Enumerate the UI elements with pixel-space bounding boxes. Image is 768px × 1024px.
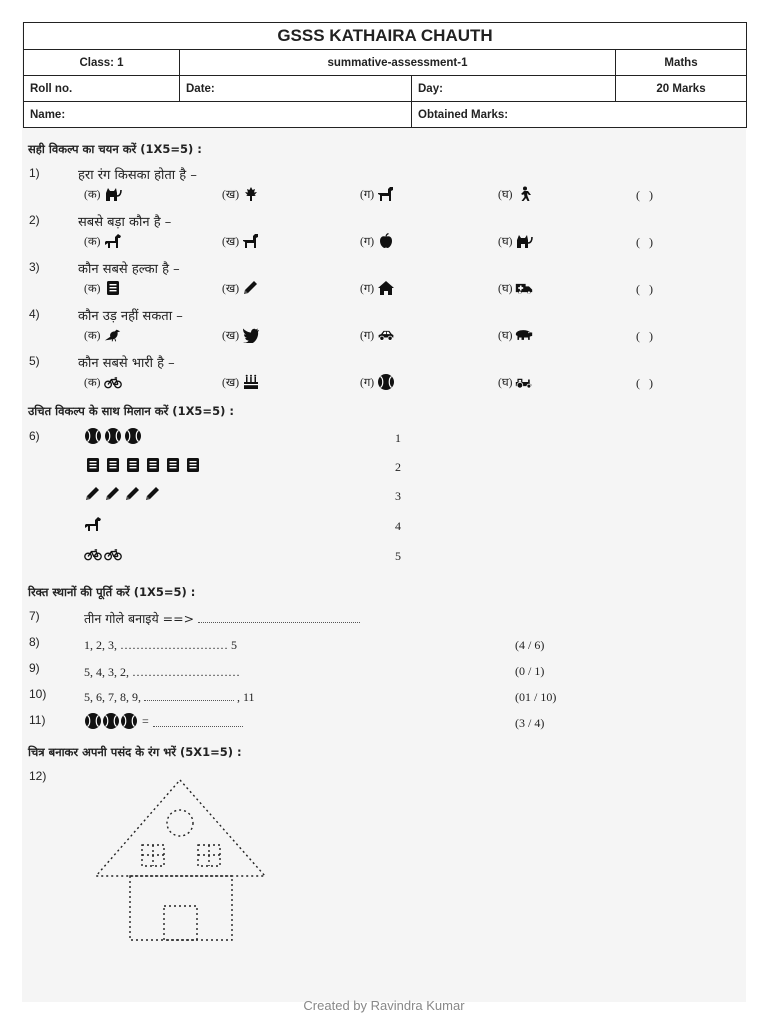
answer-box[interactable]: ( ): [636, 235, 653, 249]
question-7-row: [84, 610, 360, 627]
match-item-left[interactable]: [84, 457, 202, 473]
option-3[interactable]: [360, 374, 395, 390]
question-9-text: 5, 4, 3, 2, ………………………: [84, 665, 240, 679]
question-5-text: कौन सबसे भारी है –: [78, 356, 175, 371]
answer-box[interactable]: ( ): [636, 376, 653, 390]
question-11-text: =: [142, 713, 149, 728]
total-marks-cell: 20 Marks: [615, 76, 746, 101]
option-3[interactable]: [360, 233, 395, 249]
dotted-house-drawing[interactable]: [90, 775, 275, 945]
ball-icon: [102, 713, 120, 729]
question-6-number: 6): [29, 429, 40, 443]
option-label: (क): [84, 235, 101, 248]
dog-icon: [377, 186, 395, 202]
question-4-text: कौन उड़ नहीं सकता –: [78, 309, 183, 324]
option-label: (घ): [498, 282, 513, 295]
option-label: (ग): [360, 282, 375, 295]
section-4-heading: चित्र बनाकर अपनी पसंद के रंग भरें (5X1=5) :: [28, 745, 242, 759]
answer-box[interactable]: ( ): [636, 188, 653, 202]
option-2[interactable]: [222, 327, 260, 343]
house-body: [130, 876, 232, 940]
class-cell: Class: 1: [79, 56, 124, 69]
house-icon: [377, 280, 395, 296]
date-cell: Date:: [179, 76, 411, 101]
pencil-icon: [242, 280, 260, 296]
question-7-text: तीन गोले बनाइये ==>: [84, 611, 195, 626]
option-4[interactable]: [498, 374, 533, 390]
pencil-icon: [144, 486, 162, 502]
option-4[interactable]: [498, 280, 533, 296]
match-item-number[interactable]: 5: [395, 549, 401, 563]
bird-icon: [242, 327, 260, 343]
ball-icon: [124, 428, 142, 444]
section-2-heading: उचित विकल्प के साथ मिलान करें (1X5=5) :: [28, 404, 234, 418]
name-cell: Name:: [30, 108, 66, 121]
option-4[interactable]: [498, 186, 533, 202]
dog-icon: [242, 233, 260, 249]
option-label: (घ): [498, 376, 513, 389]
match-item-left[interactable]: [84, 428, 142, 444]
header-table: [23, 22, 747, 128]
subject-cell: Maths: [615, 50, 746, 75]
cake-icon: [242, 374, 260, 390]
question-9-number: 9): [29, 661, 40, 675]
option-label: (ग): [360, 235, 375, 248]
question-3-number: 3): [29, 260, 40, 274]
match-item-number[interactable]: 4: [395, 519, 401, 533]
house-door: [164, 906, 197, 940]
pencil-icon: [84, 486, 102, 502]
option-1[interactable]: [84, 327, 122, 343]
option-label: (ख): [222, 376, 240, 389]
obtained-marks-cell: Obtained Marks:: [411, 102, 746, 127]
horse-icon: [84, 516, 102, 532]
school-name: GSSS KATHAIRA CHAUTH: [277, 26, 493, 45]
book-icon: [124, 457, 142, 473]
question-10-hint: (01 / 10): [515, 690, 557, 704]
ball-icon: [84, 713, 102, 729]
question-3-text: कौन सबसे हल्का है –: [78, 262, 180, 277]
hippo-icon: [515, 327, 533, 343]
exam-cell: summative-assessment-1: [179, 50, 615, 75]
option-4[interactable]: [498, 327, 533, 343]
option-3[interactable]: [360, 327, 395, 343]
section-1-heading: सही विकल्प का चयन करें (1X5=5) :: [28, 142, 202, 156]
option-1[interactable]: [84, 280, 122, 296]
question-10-number: 10): [29, 687, 47, 701]
question-7-number: 7): [29, 609, 40, 623]
question-8-hint: (4 / 6): [515, 638, 545, 652]
option-label: (ख): [222, 282, 240, 295]
option-label: (ग): [360, 376, 375, 389]
question-5-number: 5): [29, 354, 40, 368]
ball-icon: [84, 428, 102, 444]
option-label: (क): [84, 188, 101, 201]
book-icon: [104, 457, 122, 473]
bicycle-icon: [104, 374, 122, 390]
tractor-icon: [515, 374, 533, 390]
ball-icon: [104, 428, 122, 444]
option-label: (क): [84, 376, 101, 389]
option-label: (घ): [498, 329, 513, 342]
question-8-text: 1, 2, 3, ……………………… 5: [84, 638, 237, 652]
crow-icon: [104, 327, 122, 343]
option-label: (घ): [498, 188, 513, 201]
option-label: (ख): [222, 329, 240, 342]
day-cell: Day:: [411, 76, 615, 101]
option-4[interactable]: [498, 233, 533, 249]
match-item-left[interactable]: [84, 486, 162, 502]
option-3[interactable]: [360, 186, 395, 202]
option-1[interactable]: [84, 186, 122, 202]
cat-icon: [104, 186, 122, 202]
leaf-icon: [242, 186, 260, 202]
option-label: (ख): [222, 235, 240, 248]
question-10-row: [84, 690, 255, 705]
book-icon: [184, 457, 202, 473]
option-1[interactable]: [84, 374, 122, 390]
answer-box[interactable]: ( ): [636, 329, 653, 343]
pencil-icon: [104, 486, 122, 502]
answer-blank[interactable]: [198, 612, 360, 623]
option-2[interactable]: [222, 374, 260, 390]
book-icon: [164, 457, 182, 473]
option-3[interactable]: [360, 280, 395, 296]
answer-blank[interactable]: [144, 690, 234, 701]
book-icon: [84, 457, 102, 473]
option-2[interactable]: [222, 186, 260, 202]
match-item-left[interactable]: [84, 516, 102, 532]
apple-icon: [377, 233, 395, 249]
question-4-number: 4): [29, 307, 40, 321]
option-label: (क): [84, 329, 101, 342]
match-item-number[interactable]: 3: [395, 489, 401, 503]
runner-icon: [515, 186, 533, 202]
question-10-suffix: , 11: [237, 690, 255, 704]
answer-blank[interactable]: [153, 716, 243, 727]
option-2[interactable]: [222, 280, 260, 296]
pencil-icon: [124, 486, 142, 502]
book-icon: [104, 280, 122, 296]
roof-window-circle: [167, 810, 193, 836]
ambulance-icon: [515, 280, 533, 296]
bicycle-icon: [84, 546, 102, 562]
question-11-row: [84, 713, 243, 729]
house-roof: [96, 780, 265, 876]
option-2[interactable]: [222, 233, 260, 249]
option-1[interactable]: [84, 233, 122, 249]
roll-no-cell: Roll no.: [30, 82, 73, 95]
cat-icon: [515, 233, 533, 249]
match-item-number[interactable]: 1: [395, 431, 401, 445]
ball-icon: [120, 713, 138, 729]
question-1-number: 1): [29, 166, 40, 180]
question-2-text: सबसे बड़ा कौन है –: [78, 215, 172, 230]
book-icon: [144, 457, 162, 473]
question-10-text: 5, 6, 7, 8, 9,: [84, 690, 141, 704]
option-label: (ग): [360, 329, 375, 342]
option-label: (क): [84, 282, 101, 295]
question-11-hint: (3 / 4): [515, 716, 545, 730]
option-label: (घ): [498, 235, 513, 248]
question-11-number: 11): [29, 713, 46, 727]
option-label: (ख): [222, 188, 240, 201]
answer-box[interactable]: ( ): [636, 282, 653, 296]
car-icon: [377, 327, 395, 343]
question-12-number: 12): [29, 769, 47, 783]
match-item-number[interactable]: 2: [395, 460, 401, 474]
question-9-hint: (0 / 1): [515, 664, 545, 678]
section-3-heading: रिक्त स्थानों की पूर्ति करें (1X5=5) :: [28, 585, 196, 599]
option-label: (ग): [360, 188, 375, 201]
ball-icon: [377, 374, 395, 390]
footer-credit: Created by Ravindra Kumar: [303, 998, 465, 1013]
bicycle-icon: [104, 546, 122, 562]
question-8-number: 8): [29, 635, 40, 649]
question-2-number: 2): [29, 213, 40, 227]
horse-icon: [104, 233, 122, 249]
question-1-text: हरा रंग किसका होता है –: [78, 168, 197, 183]
balls-group: [84, 713, 138, 729]
match-item-left[interactable]: [84, 546, 122, 562]
